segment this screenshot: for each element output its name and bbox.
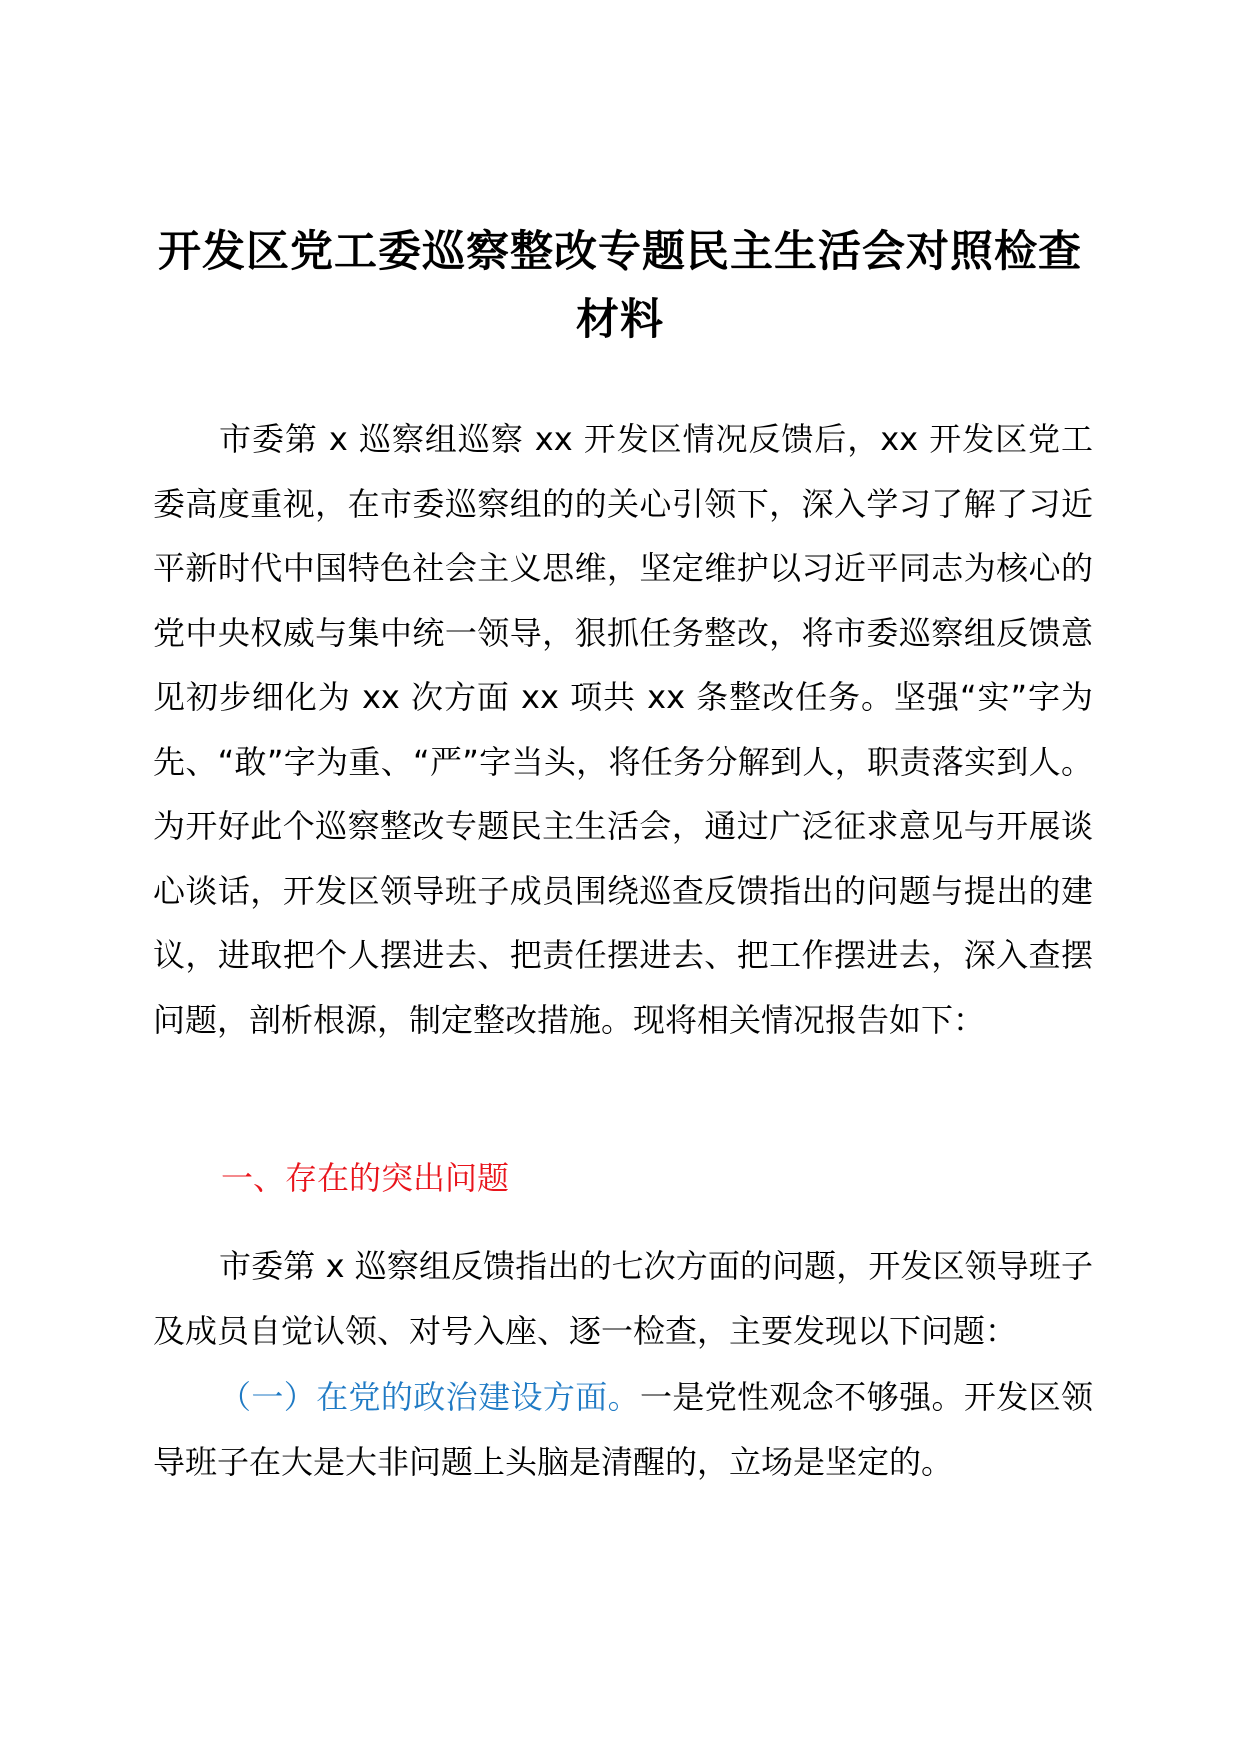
- section-1-paragraph: 市委第 x 巡察组反馈指出的七次方面的问题，开发区领导班子及成员自觉认领、对号入座、逐一检查，主要发现以下问题：: [153, 1247, 1093, 1350]
- subsection-1-heading: （一）在党的政治建设方面。: [219, 1378, 640, 1416]
- subsection-1-paragraph: [153, 1365, 1093, 1494]
- document-title: 开发区党工委巡察整改专题民主生活会对照检查材料: [158, 227, 1082, 345]
- subsection-1-text: 一是党性观念不够强。开发区领导班子在大是大非问题上头脑是清醒的，立场是坚定的。: [153, 1378, 1093, 1481]
- intro-paragraph: 市委第 x 巡察组巡察 xx 开发区情况反馈后，xx 开发区党工委高度重视，在市委巡察组的的关心引领下，深入学习了解了习近平新时代中国特色社会主义思维，坚定维护以习近平同志为核心的党中央权威与集中统一领导，狠抓任务整改，将市委巡察组反馈意见初步细化为 xx 次方面 xx 项共 xx 条整改任务。坚强“实”字为先、“敢”字为重、“严”字当头，将任务分解到人，职责落实到人。为开好此个巡察整改专题民主生活会，通过广泛征求意见与开展谈心谈话，开发区领导班子成员围绕巡查反馈指出的问题与提出的建议，进取把个人摆进去、把责任摆进去、把工作摆进去，深入查摆问题，剖析根源，制定整改措施。现将相关情况报告如下：: [153, 420, 1093, 1039]
- section-1-heading: 一、存在的突出问题: [221, 1159, 510, 1197]
